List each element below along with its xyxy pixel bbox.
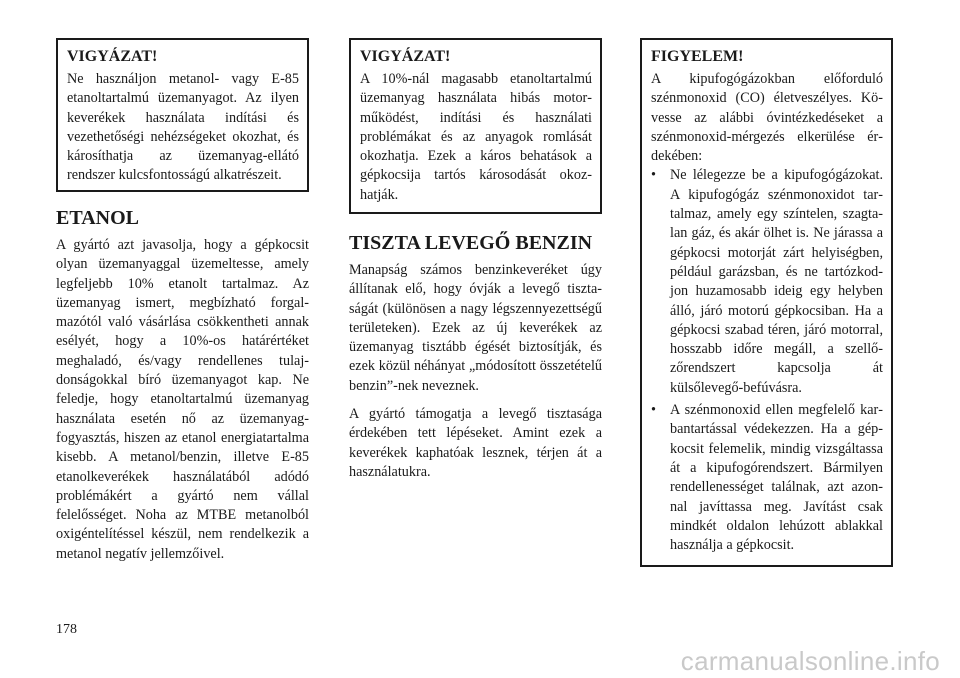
bullet-text: A szénmonoxid ellen megfelelő karbantartással védekezzen. Ha a gépkocsit felemelik, mindig vizsgáltassa át a kipufogórendszert. Bármilyen rendellenességet találnak, azt azonnal javíttassa meg. Javítást csak mindkét oldalon lehúzott ablakkal használja a gépkocsit.: [670, 402, 883, 554]
column-right: [640, 38, 893, 567]
watermark: carmanualsonline.info: [680, 646, 940, 676]
list-item: [651, 166, 883, 398]
ethanol-paragraph: A gyártó azt javasolja, hogy a gépkocsit olyan üzemanyaggal üzemeltesse, amely legfeljebb 10% etanolt tartalmaz. Az üzemanyag ismert, megbízható forgalmazótól való vásárlása csökkentheti annak esélyét, hogy a 10%-os határértéket meghaladó, és/vagy rendellenes tulajdonságokkal bíró üzemanyagot kap. Ne feledje, hogy etanoltartalmú üzemanyag használata esetén nő az üzemanyagfogyasztás, hiszen az etanol energiatartalma kisebb. A metanol/benzin, illetve E-85 etanolkeverékek használatából adódó problémákért a gyártó nem vállal felelősséget. Noha az MTBE metanolból oxigéntelítéssel készül, nem rendelkezik a metanol negatív jellemzőivel.: [56, 237, 309, 562]
caution-box-carbon-monoxide: [640, 38, 893, 567]
caution-title: FIGYELEM!: [651, 48, 744, 65]
bullet-icon: •: [651, 167, 656, 184]
clean-air-paragraph-1: Manapság számos benzinkeveréket úgy állítanak elő, hogy óvják a levegő tisztaságát (különösen a nagy légszennyezettségű területeken). Ezek az új keverékek az üzemanyag tisztább égését biztosítják, és ezek közül néhányat „módosított összetételű benzin”-nek neveznek.: [349, 262, 602, 394]
list-item: [651, 401, 883, 555]
column-middle: [349, 38, 602, 491]
warning-box-methanol: [56, 38, 309, 192]
page-number: 178: [56, 622, 77, 637]
section-heading-clean-air-gasoline: TISZTA LEVEGŐ BENZIN: [349, 232, 593, 254]
caution-intro: A kipufogógázokban előforduló szénmonoxid (CO) életveszélyes. Kövesse az alábbi óvintézkedéseket a szénmonoxid-mérgezés elkerülése érdekében:: [651, 71, 883, 165]
section-heading-ethanol: ETANOL: [56, 207, 139, 229]
clean-air-paragraph-2: A gyártó támogatja a levegő tisztasága érdekében tett lépéseket. Amint ezek a keverékek kaphatóak lesznek, térjen át a használatukra.: [349, 406, 602, 480]
bullet-text: Ne lélegezze be a kipufogógázokat. A kipufogógáz szénmonoxidot tartalmaz, amely egy színtelen, szagtalan gáz, és akár ölhet is. Ne járassa a gépkocsi motorját zárt helyiségben, például garázsban, és ne tartózkodjon huzamosabb ideig egy helyben álló, járó motorú gépkocsiban. Ha a gépkocsi szabad téren, járó motorral, hosszabb időre megáll, a szellőzőrendszert kapcsolja át külsőlevegő-befúvásra.: [670, 167, 883, 396]
warning-text: Ne használjon metanol- vagy E-85 etanoltartalmú üzemanyagot. Az ilyen keverékek használata indítási és vezethetőségi nehézségeket okozhat, és károsíthatja az üzemanyag-ellátó rendszer kulcsfontosságú alkatrészeit.: [67, 71, 299, 184]
warning-text: A 10%-nál magasabb etanoltartalmú üzemanyag használata hibás motorműködést, indítási és használati problémákat és az anyagok romlását okozhatja. Ezek a káros behatások a gépkocsija tartós károsodását okozhatják.: [360, 71, 592, 203]
column-left: [56, 38, 309, 573]
warning-title: VIGYÁZAT!: [360, 48, 451, 65]
warning-title: VIGYÁZAT!: [67, 48, 158, 65]
caution-bullet-list: [651, 166, 883, 555]
warning-box-ethanol: [349, 38, 602, 214]
bullet-icon: •: [651, 402, 656, 419]
